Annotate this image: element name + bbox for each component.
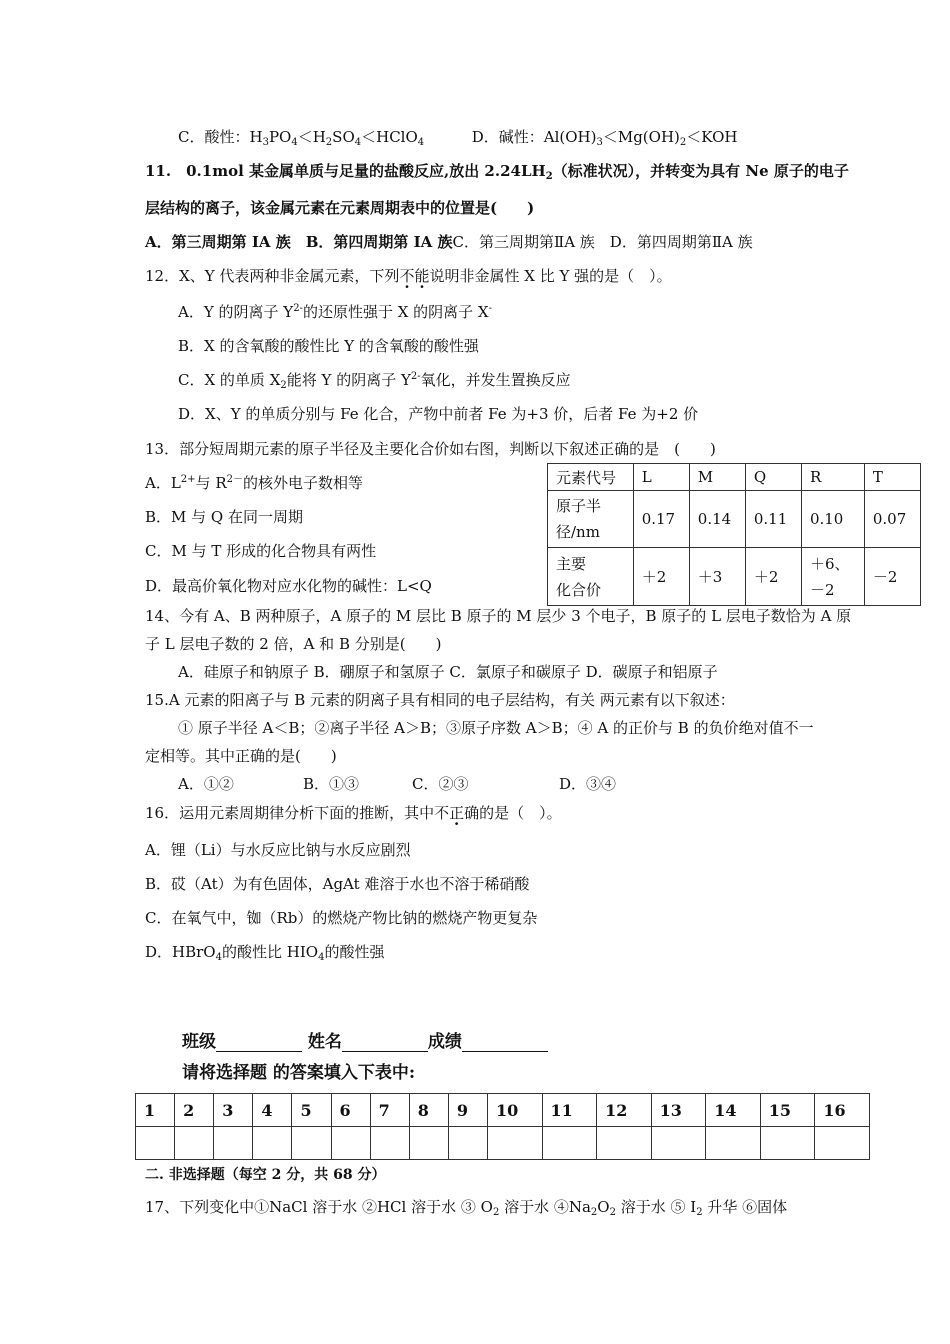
answer-number: 5 <box>292 1094 331 1127</box>
q12-option-d: D．X、Y 的单质分别与 Fe 化合，产物中前者 Fe 为+3 价，后者 Fe 为+2 价 <box>178 405 699 423</box>
answer-blank-row <box>136 1127 870 1160</box>
answer-number: 11 <box>542 1094 597 1127</box>
table-col-m: M <box>689 464 745 491</box>
answer-number: 1 <box>136 1094 175 1127</box>
table-cell: 0.17 <box>633 491 689 548</box>
table-header-radius: 原子半 径/nm <box>548 491 634 548</box>
table-header-valence: 主要 化合价 <box>548 548 634 606</box>
class-label: 班级 <box>182 1032 216 1052</box>
table-cell: 0.07 <box>864 491 920 548</box>
answer-number: 16 <box>815 1094 870 1127</box>
section2-heading: 二. 非选择题（每空 2 分，共 68 分） <box>145 1167 386 1183</box>
q15-option-d: D．③④ <box>559 775 617 793</box>
table-cell: ＋2 <box>745 548 801 606</box>
q14-options: A．硅原子和钠原子 B．硼原子和氢原子 C．氯原子和碳原子 D．碳原子和铝原子 <box>178 663 718 681</box>
q11-stem-line2: 层结构的离子，该金属元素在元素周期表中的位置是( ) <box>145 199 535 217</box>
answer-number: 15 <box>760 1094 815 1127</box>
q12-option-a: A．Y 的阴离子 $Y^{2-}$的还原性强于 X 的阴离子 X- <box>178 303 492 321</box>
q16-stem: 16．运用元素周期律分析下面的推断，其中不正确的是（ ）。 <box>145 804 562 822</box>
answer-cell[interactable] <box>448 1127 487 1160</box>
answer-cell[interactable] <box>331 1127 370 1160</box>
q16-option-a: A．锂（Li）与水反应比钠与水反应剧烈 <box>145 841 411 859</box>
score-field[interactable] <box>462 1033 548 1052</box>
table-col-r: R <box>801 464 864 491</box>
table-cell: ＋6、 －2 <box>801 548 864 606</box>
class-field[interactable] <box>216 1033 302 1052</box>
element-data-table <box>547 463 921 606</box>
q12-stem: 12．X、Y 代表两种非金属元素，下列不能说明非金属性 X 比 Y 强的是（ ）。 <box>145 267 672 285</box>
q10-options: C．酸性：$H_3PO_4<H_2SO_4<HClO_4$ D．碱性：$Al(OH)_3<Mg(OH)_2<KOH$ <box>178 128 738 148</box>
q15-stem-line3: 定相等。其中正确的是( ) <box>145 747 337 765</box>
answer-cell[interactable] <box>253 1127 292 1160</box>
answer-cell[interactable] <box>409 1127 448 1160</box>
table-cell: 0.14 <box>689 491 745 548</box>
answer-number: 13 <box>651 1094 706 1127</box>
answer-number: 4 <box>253 1094 292 1127</box>
q12-option-c: C．X 的单质 $X_2$能将 Y 的阴离子 $Y^{2-}$氧化，并发生置换反应 <box>178 371 571 391</box>
answer-instruction: 请将选择题 的答案填入下表中: <box>182 1063 416 1083</box>
q14-stem-line2: 子 L 层电子数的 2 倍，A 和 B 分别是( ) <box>145 635 442 653</box>
answer-number: 7 <box>370 1094 409 1127</box>
score-label: 成绩 <box>427 1032 462 1052</box>
answer-number: 3 <box>214 1094 253 1127</box>
q15-option-c: C．②③ <box>412 775 469 793</box>
answer-table <box>135 1093 870 1160</box>
q17-stem: 17、下列变化中①NaCl 溶于水 ②HCl 溶于水 ③ $O_2$ 溶于水 $④Na_2O_2$ 溶于水 ⑤ $I_2$ 升华 ⑥固体 <box>145 1198 788 1218</box>
answer-cell[interactable] <box>136 1127 175 1160</box>
answer-number: 9 <box>448 1094 487 1127</box>
name-field[interactable] <box>342 1033 428 1052</box>
q13-option-a: A．$L^{2+}$与 $R^{2-}$的核外电子数相等 <box>145 474 363 492</box>
table-cell: ＋2 <box>633 548 689 606</box>
q15-option-b: B．①③ <box>303 775 360 793</box>
table-cell: 0.10 <box>801 491 864 548</box>
table-col-q: Q <box>745 464 801 491</box>
answer-number: 6 <box>331 1094 370 1127</box>
table-col-l: L <box>633 464 689 491</box>
answer-number: 8 <box>409 1094 448 1127</box>
q16-option-b: B．砹（At）为有色固体，AgAt 难溶于水也不溶于稀硝酸 <box>145 875 530 893</box>
q15-option-a: A．①② <box>178 775 234 793</box>
answer-cell[interactable] <box>487 1127 542 1160</box>
q12-option-b: B．X 的含氧酸的酸性比 Y 的含氧酸的酸性强 <box>178 337 479 355</box>
q15-stem-line2: ① 原子半径 A＜B；②离子半径 A＞B；③原子序数 A＞B；④ A 的正价与 B 的负价绝对值不一 <box>178 719 814 737</box>
table-cell: －2 <box>864 548 920 606</box>
table-header-code: 元素代号 <box>548 464 634 491</box>
answer-cell[interactable] <box>292 1127 331 1160</box>
q15-stem-line1: 15.A 元素的阳离子与 B 元素的阴离子具有相同的电子层结构，有关 两元素有以下叙述： <box>145 691 735 709</box>
answer-cell[interactable] <box>214 1127 253 1160</box>
answer-cell[interactable] <box>597 1127 652 1160</box>
table-cell: ＋3 <box>689 548 745 606</box>
answer-number-row <box>136 1094 870 1127</box>
answer-number: 14 <box>706 1094 761 1127</box>
answer-cell[interactable] <box>760 1127 815 1160</box>
q14-stem-line1: 14、今有 A、B 两种原子，A 原子的 M 层比 B 原子的 M 层少 3 个电子，B 原子的 L 层电子数恰为 A 原 <box>145 607 852 625</box>
q11-options: A．第三周期第 IA 族 B．第四周期第 IA 族C．第三周期第ⅡA 族 D．第四周期第ⅡA 族 <box>145 233 753 251</box>
answer-cell[interactable] <box>370 1127 409 1160</box>
q11-stem-line1: 11. 0.1mol 某金属单质与足量的盐酸反应,放出 $2.24LH_2$（标准状况），并转变为具有 Ne 原子的电子 <box>145 162 849 182</box>
q13-option-c: C．M 与 T 形成的化合物具有两性 <box>145 542 377 560</box>
answer-cell[interactable] <box>706 1127 761 1160</box>
answer-number: 2 <box>175 1094 214 1127</box>
q16-option-c: C．在氧气中，铷（Rb）的燃烧产物比钠的燃烧产物更复杂 <box>145 909 538 927</box>
answer-cell[interactable] <box>542 1127 597 1160</box>
answer-cell[interactable] <box>651 1127 706 1160</box>
table-cell: 0.11 <box>745 491 801 548</box>
q16-option-d: D．HBrO$_4$的酸性比 $HIO_4$的酸性强 <box>145 943 385 963</box>
answer-number: 12 <box>597 1094 652 1127</box>
student-info-line <box>182 1032 548 1052</box>
answer-cell[interactable] <box>815 1127 870 1160</box>
name-label: 姓名 <box>307 1032 342 1052</box>
table-col-t: T <box>864 464 920 491</box>
answer-cell[interactable] <box>175 1127 214 1160</box>
answer-number: 10 <box>487 1094 542 1127</box>
q13-stem: 13．部分短周期元素的原子半径及主要化合价如右图，判断以下叙述正确的是 ( ) <box>145 440 716 458</box>
q13-option-d: D．最高价氧化物对应水化物的碱性：L<Q <box>145 577 432 595</box>
q13-option-b: B．M 与 Q 在同一周期 <box>145 508 303 526</box>
